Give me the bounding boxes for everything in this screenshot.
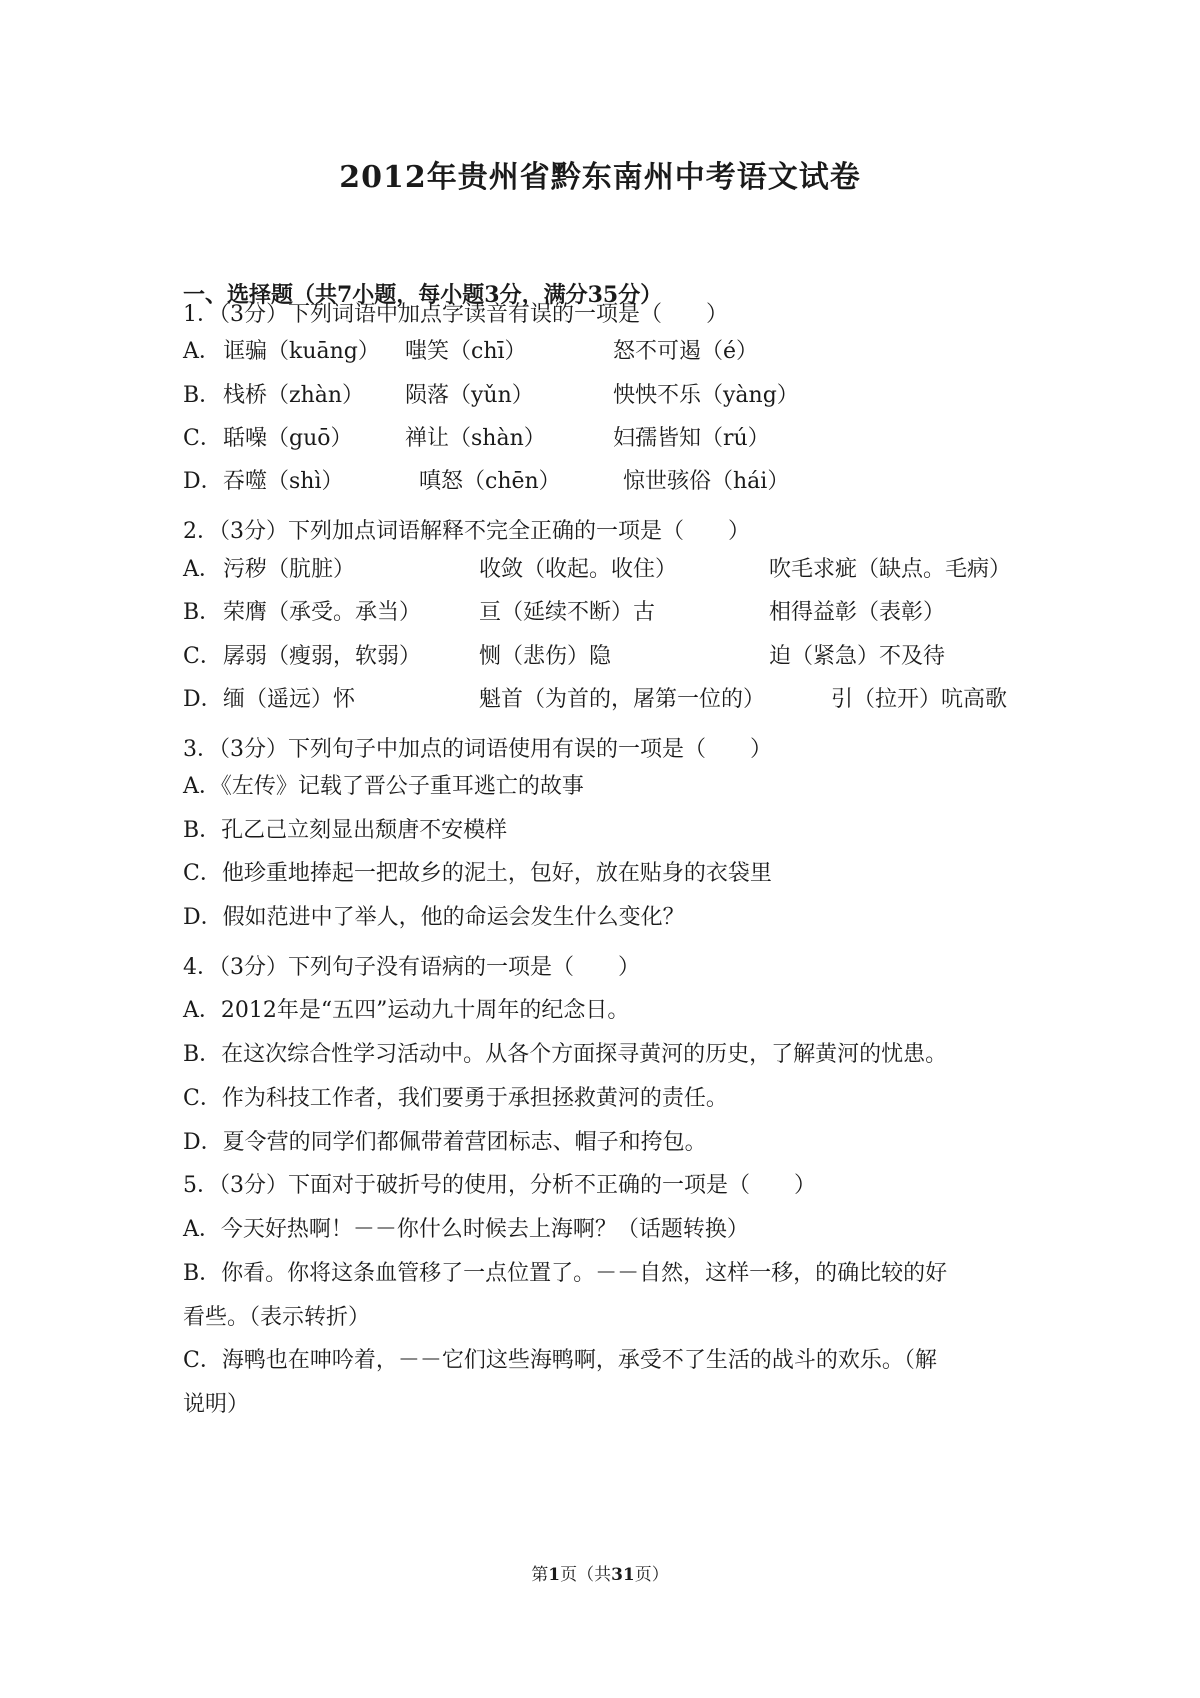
question-4-option-b: B．在这次综合性学习活动中。从各个方面探寻黄河的历史，了解黄河的忧患。 (183, 1042, 948, 1067)
option-label: C． (183, 426, 222, 451)
footer-prefix: 第 (531, 1565, 549, 1585)
option-item: 魁首（为首的，屠第一位的） (479, 687, 766, 712)
option-item: 惊世骇俗（hái） (623, 469, 790, 494)
option-item: 缅（遥远）怀 (223, 687, 356, 712)
page-title: 2012年贵州省黔东南州中考语文试卷 (339, 160, 861, 195)
question-5-option-c: C．海鸭也在呻吟着，－－它们这些海鸭啊，承受不了生活的战斗的欢乐。（解 (183, 1348, 937, 1373)
question-5-option-a: A．今天好热啊！－－你什么时候去上海啊？（话题转换） (183, 1217, 749, 1242)
question-4-stem: 4．（3分）下列句子没有语病的一项是（ ） (183, 955, 640, 980)
option-item: 迫（紧急）不及待 (769, 644, 946, 669)
question-5-option-b: B．你看。你将这条血管移了一点位置了。－－自然，这样一移，的确比较的好 (183, 1261, 948, 1286)
option-item: 陨落（yǔn） (405, 383, 534, 408)
option-item: 孱弱（瘦弱，软弱） (223, 644, 422, 669)
question-4-option-d: D．夏令营的同学们都佩带着营团标志、帽子和挎包。 (183, 1130, 707, 1155)
footer-mid: 页（共 (560, 1565, 612, 1585)
question-4-option-a: A．2012年是“五四”运动九十周年的纪念日。 (183, 998, 630, 1023)
option-item: 吞噬（shì） (223, 469, 344, 494)
option-item: 污秽（肮脏） (223, 557, 356, 582)
question-3-option-b: B．孔乙己立刻显出颓唐不安模样 (183, 818, 508, 843)
option-label: C． (183, 644, 222, 669)
option-item: 相得益彰（表彰） (769, 600, 946, 625)
option-label: A． (183, 339, 221, 364)
option-item: 恻（悲伤）隐 (479, 644, 612, 669)
option-label: A． (183, 557, 221, 582)
option-label: D． (183, 469, 223, 494)
question-1-stem: 1．（3分）下列词语中加点字读音有误的一项是（ ） (183, 302, 728, 327)
question-2-stem: 2．（3分）下列加点词语解释不完全正确的一项是（ ） (183, 519, 750, 544)
option-item: 亘（延续不断）古 (479, 600, 656, 625)
section-heading: 一、选择题（共7小题，每小题3分，满分35分） (183, 282, 663, 308)
option-item: 荣膺（承受。承当） (223, 600, 422, 625)
question-3-option-c: C．他珍重地捧起一把故乡的泥土，包好，放在贴身的衣袋里 (183, 861, 772, 886)
question-4-option-c: C．作为科技工作者，我们要勇于承担拯救黄河的责任。 (183, 1086, 728, 1111)
option-label: B． (183, 383, 222, 408)
option-item: 引（拉开）吭高歌 (831, 687, 1008, 712)
footer-page-number: 1 (548, 1565, 561, 1585)
footer-suffix: 页） (634, 1565, 669, 1585)
question-3-option-d: D．假如范进中了举人，他的命运会发生什么变化？ (183, 905, 685, 930)
option-label: B． (183, 600, 222, 625)
footer-total-pages: 31 (611, 1565, 635, 1585)
option-item: 聒噪（guō） (223, 426, 353, 451)
option-item: 嗔怒（chēn） (419, 469, 561, 494)
option-item: 怒不可遏（é） (613, 339, 759, 364)
option-item: 栈桥（zhàn） (223, 383, 365, 408)
option-label: D． (183, 687, 223, 712)
option-item: 嗤笑（chī） (405, 339, 527, 364)
option-item: 禅让（shàn） (405, 426, 546, 451)
option-item: 诓骗（kuāng） (223, 339, 380, 364)
question-3-stem: 3．（3分）下列句子中加点的词语使用有误的一项是（ ） (183, 737, 772, 762)
page-footer (0, 1560, 1200, 1585)
question-5-stem: 5．（3分）下面对于破折号的使用，分析不正确的一项是（ ） (183, 1173, 816, 1198)
option-item: 怏怏不乐（yàng） (613, 383, 799, 408)
question-3-option-a: A．《左传》记载了晋公子重耳逃亡的故事 (183, 774, 584, 799)
question-5-option-c-cont: 说明） (183, 1392, 250, 1417)
option-item: 妇孺皆知（rú） (613, 426, 770, 451)
question-5-option-b-cont: 看些。（表示转折） (183, 1305, 371, 1330)
option-item: 收敛（收起。收住） (479, 557, 678, 582)
option-item: 吹毛求疵（缺点。毛病） (769, 557, 1012, 582)
